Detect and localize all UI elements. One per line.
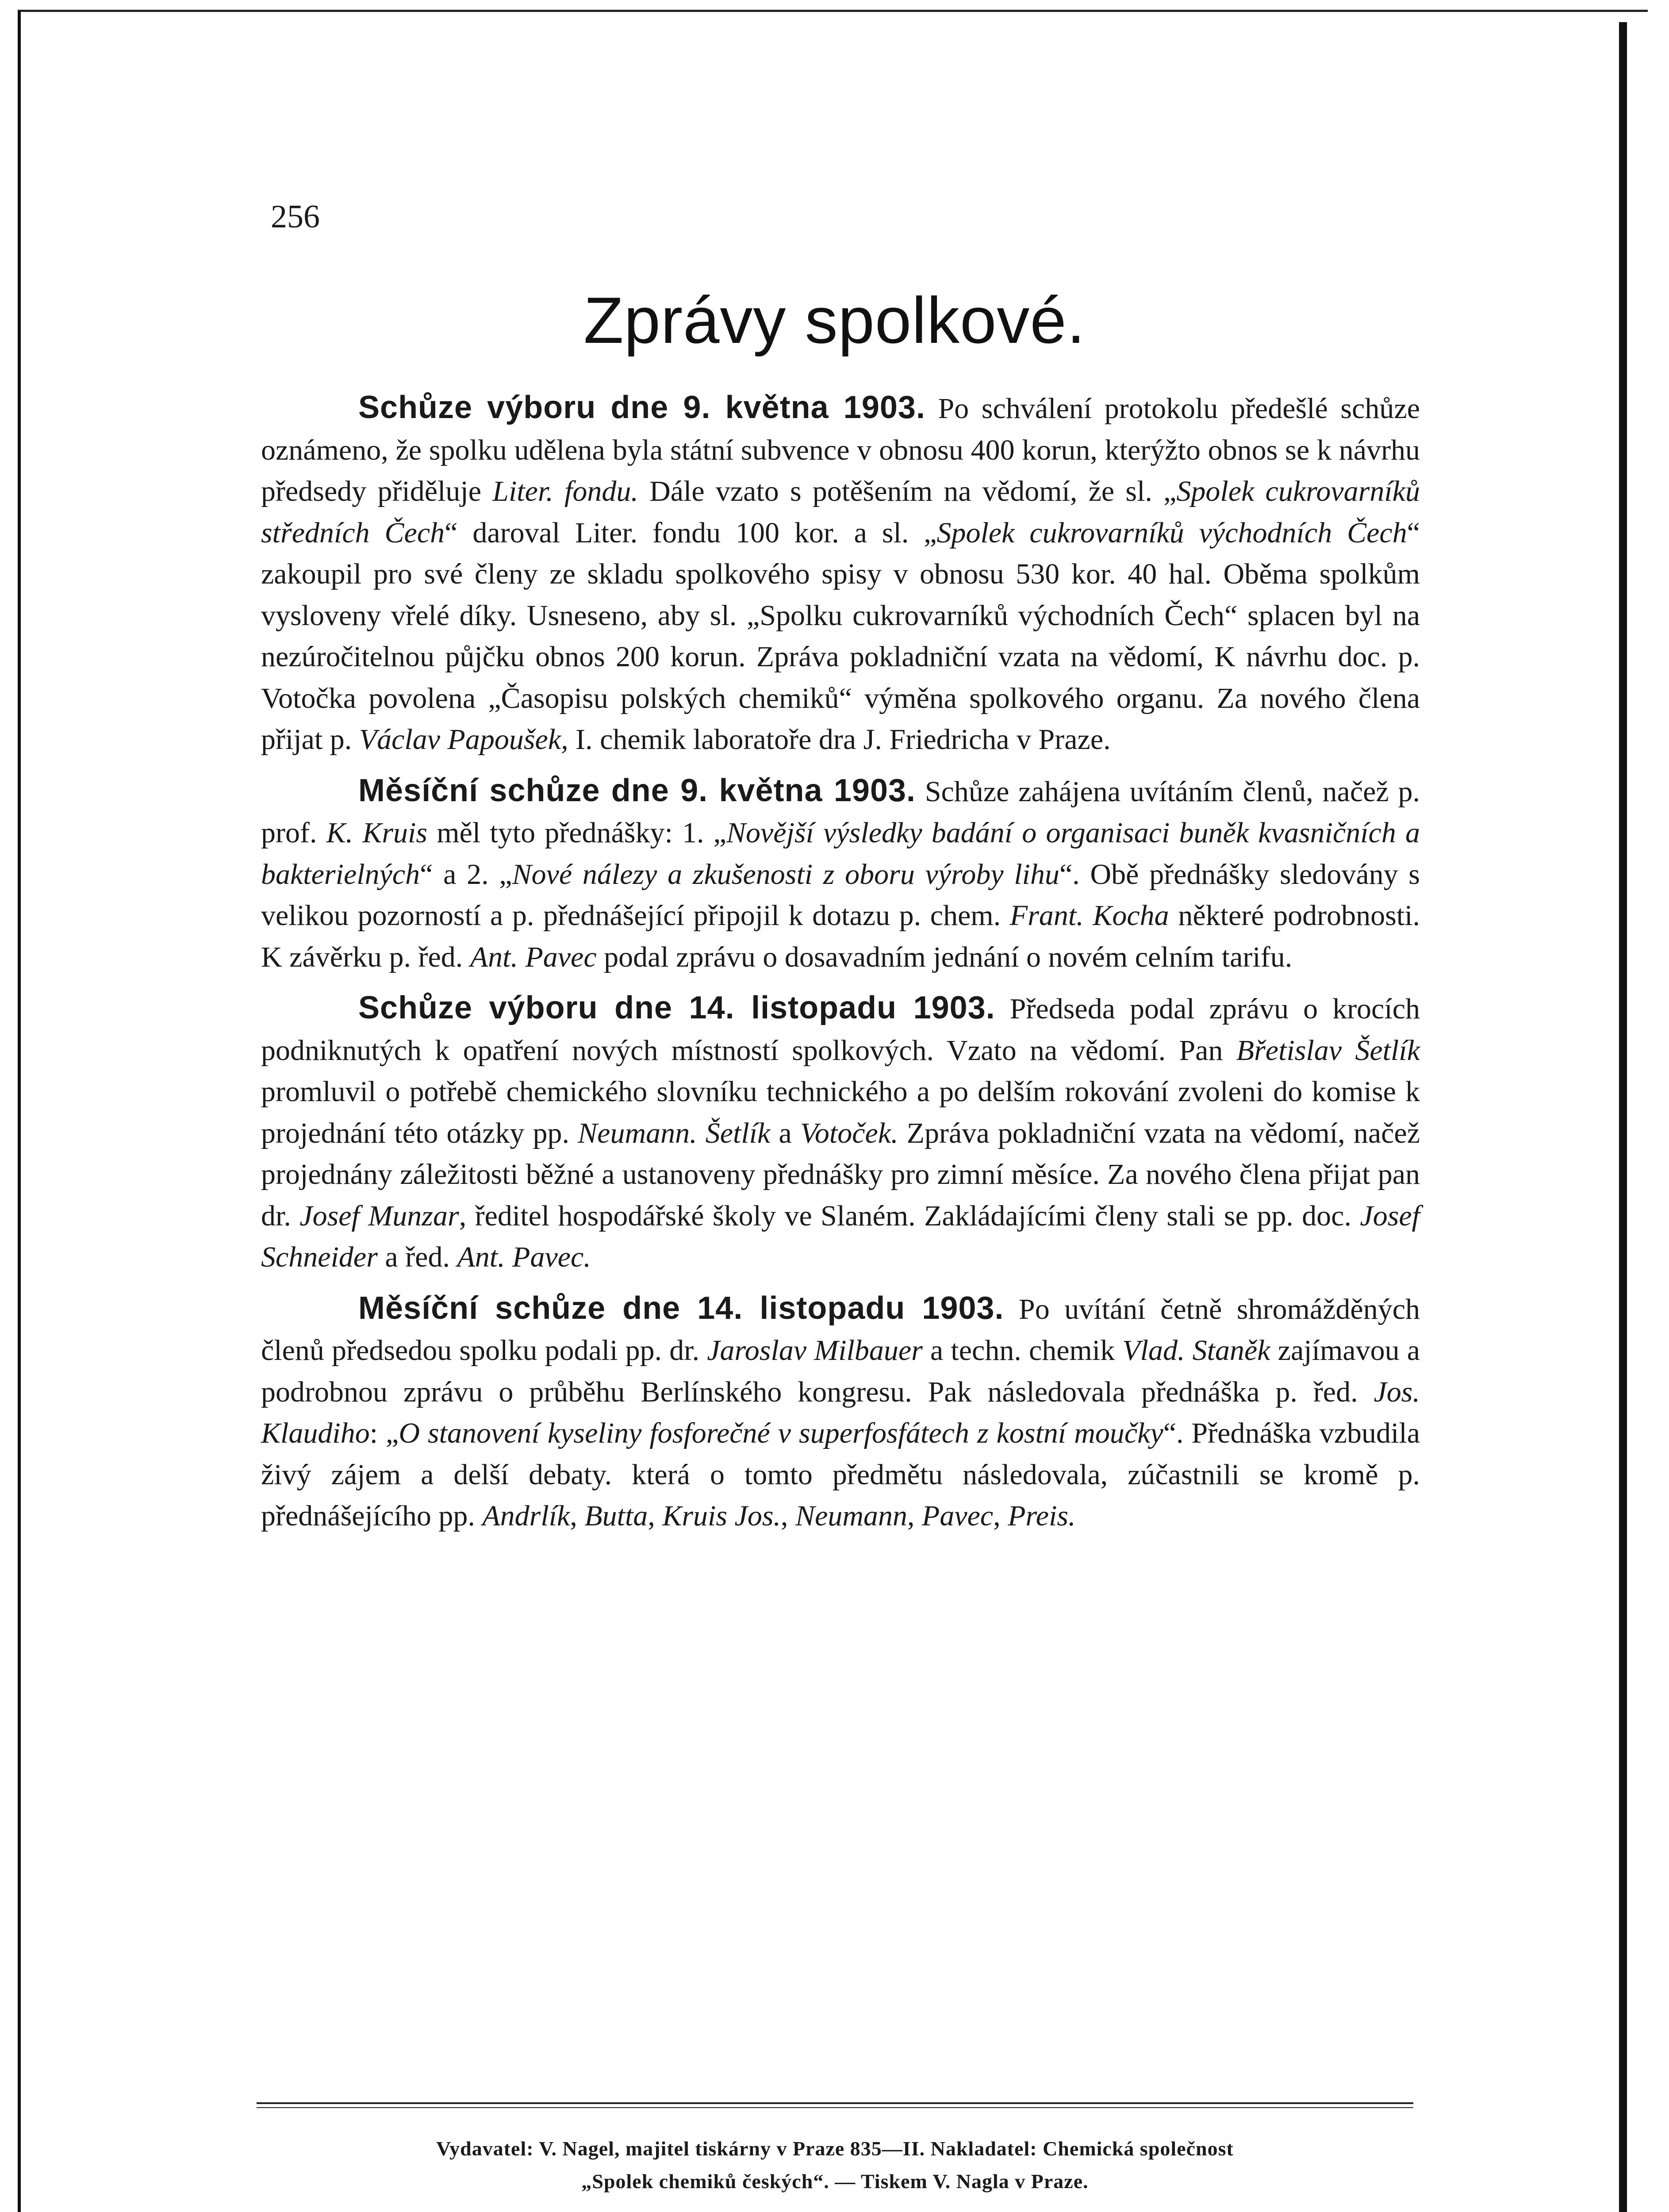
text-segment: Po schválení protokolu předešlé schůze oznámeno, že spolku udělena byla státní subvence v obnosu 400 korun, kterýžto obnos se k návrhu předsedy přiděluje: [261, 392, 1420, 507]
text-segment-italic: Preis.: [1008, 1500, 1076, 1532]
text-segment-italic: Pavec: [922, 1500, 994, 1532]
text-segment: a: [770, 1117, 800, 1149]
text-segment: “ daroval Liter. fondu 100 kor. a sl. „: [445, 516, 937, 549]
text-segment-italic: K. Kruis: [326, 817, 428, 849]
paragraph-4: [261, 1288, 1420, 1537]
text-segment: “ zakoupil pro své členy ze skladu spolkového spisy v obnosu 530 kor. 40 hal. Oběma spolkům vysloveny vřelé díky. Usneseno, aby sl. „Spolku cukrovarníků východních Čech“ splacen byl na nezúročitelnou půjčku obnos 200 korun. Zpráva pokladniční vzata na vědomí, K návrhu doc. p. Votočka povolena „Časopisu polských chemiků“ výměna spolkového organu. Za nového člena přijat p.: [261, 516, 1420, 756]
text-segment-italic: Novější výsledky badání o organisaci buněk kvasničních a bakterielných: [261, 817, 1420, 891]
imprint-footer: [257, 2132, 1413, 2198]
text-segment: ,: [993, 1500, 1008, 1532]
page-title: Zprávy spolkové.: [583, 284, 1086, 357]
text-segment: Předseda podal zprávu o krocích podniknutých k opatření nových místností spolkových. Vzato na vědomí. Pan: [261, 993, 1420, 1067]
text-segment-italic: Neumann. Šetlík: [578, 1117, 771, 1149]
text-segment-italic: Ant. Pavec: [470, 941, 597, 973]
text-segment-italic: Spolek cukrovarníků středních Čech: [261, 475, 1420, 549]
paragraph-3: [261, 987, 1420, 1278]
text-segment-italic: Jos. Klaudiho: [261, 1375, 1420, 1449]
paragraph-heading: Schůze výboru dne 14. listopadu 1903.: [358, 990, 995, 1025]
text-segment: Zpráva pokladniční vzata na vědomí, načež projednány záležitosti běžné a ustanoveny přednášky pro zimní měsíce. Za nového člena přijat pan dr.: [261, 1117, 1420, 1232]
text-segment: promluvil o potřebě chemického slovníku technického a po delším rokování zvoleni do komise k projednání této otázky pp.: [261, 1075, 1420, 1149]
footer-rule-thick: [257, 2102, 1413, 2104]
paragraph-heading: Měsíční schůze dne 9. května 1903.: [358, 772, 916, 808]
text-segment-italic: Josef Schneider: [261, 1199, 1420, 1273]
text-segment: “. Přednáška vzbudila živý zájem a delší debaty. která o tomto předmětu následovala, zúčastnili se kromě p. přednášejícího pp.: [261, 1417, 1420, 1532]
text-segment: některé podrobnosti. K závěrku p. řed.: [261, 899, 1420, 973]
text-segment-italic: Nové nálezy a zkušenosti z oboru výroby lihu: [512, 858, 1059, 891]
text-segment-italic: Votoček.: [800, 1117, 898, 1149]
text-segment: ,: [648, 1500, 663, 1532]
text-segment: “ a 2. „: [420, 858, 512, 891]
text-segment-italic: Liter. fondu.: [492, 475, 638, 507]
page-number: 256: [271, 199, 320, 235]
text-segment: : „: [369, 1417, 399, 1449]
text-segment: , ředitel hospodářské školy ve Slaném. Zakládajícími členy stali se pp. doc.: [459, 1199, 1360, 1232]
footer-rule-thin: [257, 2107, 1413, 2108]
paragraph-1: [261, 387, 1420, 760]
text-segment-italic: Neumann: [795, 1500, 908, 1532]
paragraph-heading: Měsíční schůze dne 14. listopadu 1903.: [358, 1290, 1004, 1326]
text-segment: ,: [781, 1500, 796, 1532]
article-body: [261, 387, 1420, 1537]
text-segment-italic: Butta: [584, 1500, 648, 1532]
paragraph-2: [261, 770, 1420, 978]
text-segment: měl tyto přednášky: 1. „: [427, 817, 726, 849]
imprint-line-1: Vydavatel: V. Nagel, majitel tiskárny v Praze 835—II. Nakladatel: Chemická společnost: [436, 2137, 1234, 2160]
text-segment: Dále vzato s potěšením na vědomí, že sl. „: [638, 475, 1177, 507]
text-segment: I. chemik laboratoře dra J. Friedricha v Praze.: [568, 723, 1111, 756]
text-segment-italic: Vlad. Staněk: [1122, 1334, 1270, 1367]
text-segment-italic: Kruis Jos.: [662, 1500, 781, 1532]
text-segment-italic: O stanovení kyseliny fosforečné v superfosfátech z kostní moučky: [399, 1417, 1163, 1449]
text-segment-italic: Jaroslav Milbauer: [707, 1334, 923, 1367]
text-segment-italic: Josef Munzar: [299, 1199, 459, 1232]
paragraph-heading: Schůze výboru dne 9. května 1903.: [358, 390, 925, 425]
text-segment: a techn. chemik: [922, 1334, 1123, 1367]
imprint-line-2: „Spolek chemiků českých“. — Tiskem V. Nagla v Praze.: [581, 2170, 1089, 2193]
text-segment: podal zprávu o dosavadním jednání o novém celním tarifu.: [596, 941, 1293, 973]
text-segment-italic: Spolek cukrovarníků východních Čech: [936, 516, 1407, 549]
text-segment: zajímavou a podrobnou zprávu o průběhu Berlínského kongresu. Pak následovala přednáška p. řed.: [261, 1334, 1420, 1408]
text-segment: ,: [570, 1500, 585, 1532]
text-segment-italic: Andrlík: [482, 1500, 570, 1532]
text-segment-italic: Ant. Pavec.: [457, 1241, 591, 1273]
text-segment-italic: Frant. Kocha: [1009, 899, 1169, 932]
text-segment-italic: Břetislav Šetlík: [1236, 1034, 1420, 1067]
text-segment: Po uvítání četně shromážděných členů předsedou spolku podali pp. dr.: [261, 1293, 1420, 1367]
text-segment: a řed.: [377, 1241, 457, 1273]
text-segment: “. Obě přednášky sledovány s velikou pozorností a p. přednášející připojil k dotazu p. chem.: [261, 858, 1420, 932]
text-segment-italic: Václav Papoušek,: [359, 723, 568, 756]
text-segment: ,: [907, 1500, 922, 1532]
text-segment: Schůze zahájena uvítáním členů, načež p. prof.: [261, 775, 1420, 849]
